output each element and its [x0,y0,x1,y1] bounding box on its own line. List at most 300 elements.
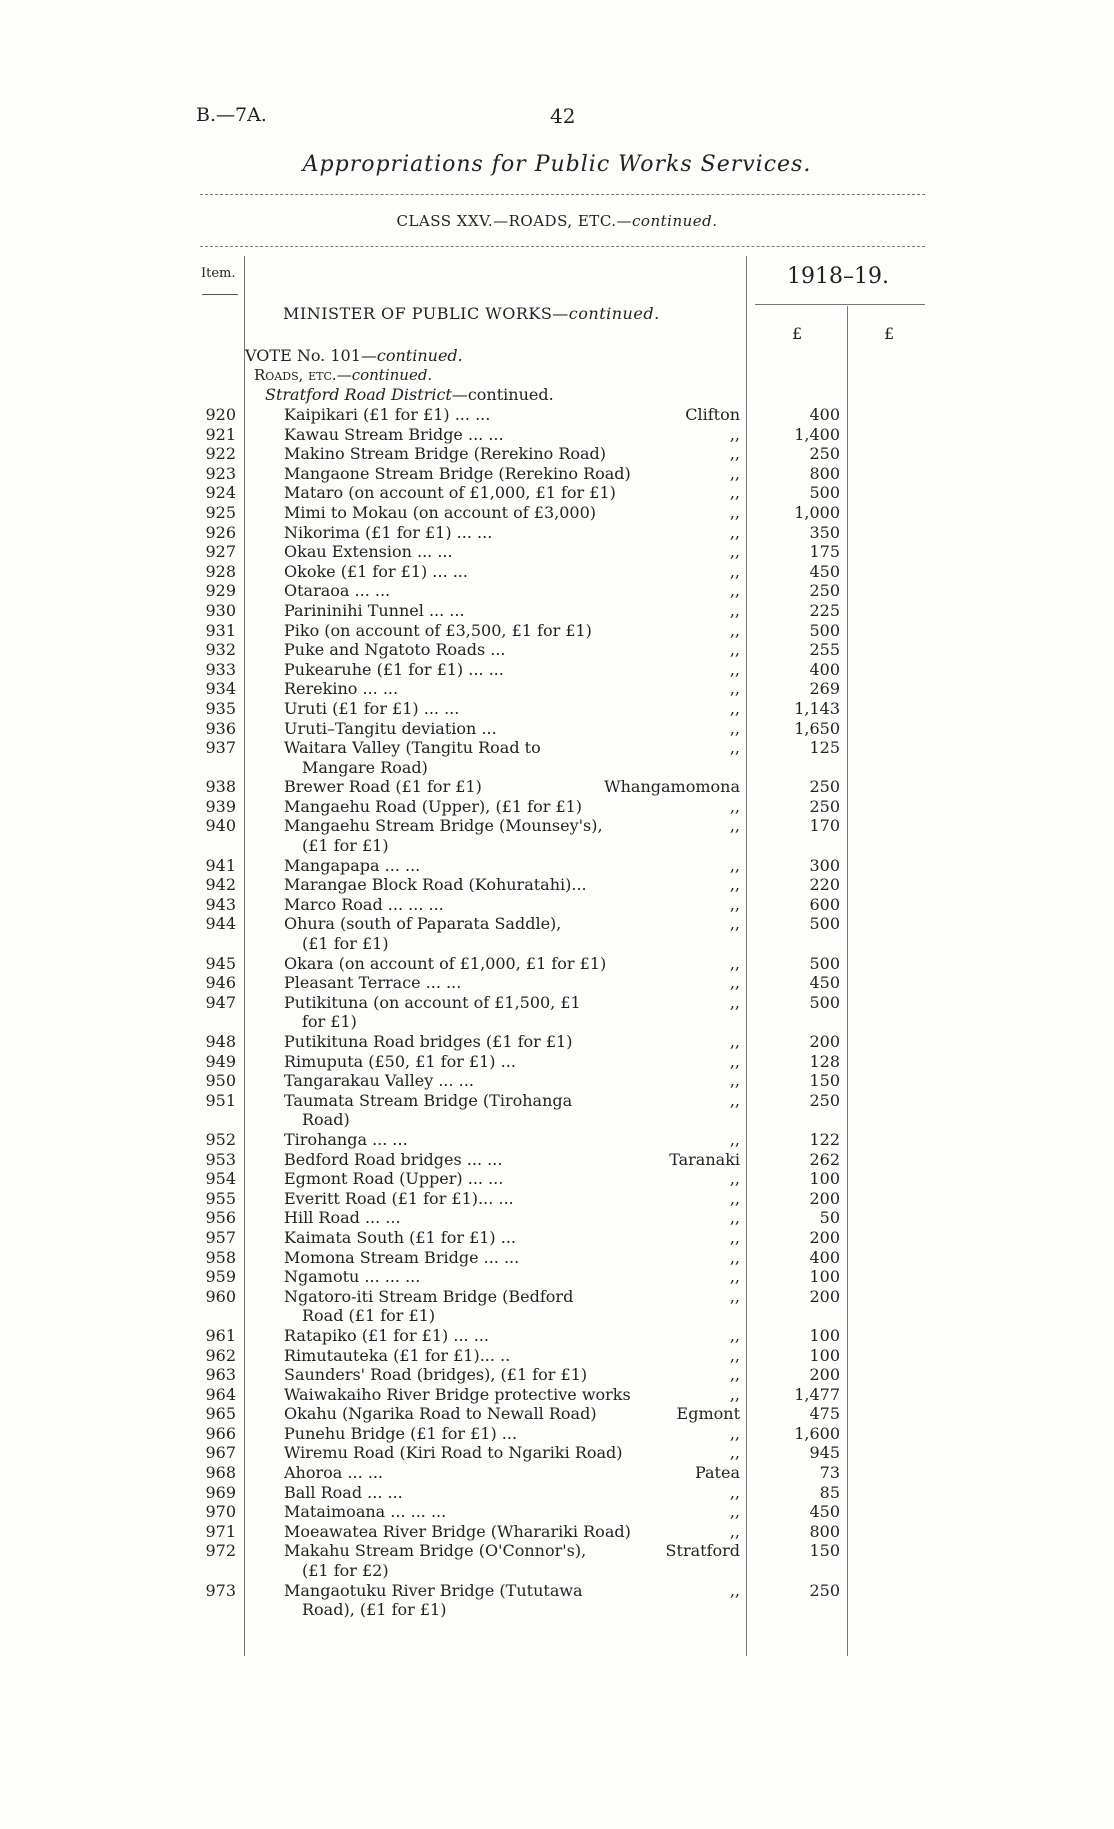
item-header-rule [202,294,238,295]
district-name: ,, [729,483,740,503]
amount: 450 [809,1502,840,1522]
appropriation-table [0,405,1114,1620]
district-name: ,, [729,561,740,581]
table-row [0,1463,1114,1483]
item-number: 959 [205,1267,236,1287]
item-description: Taumata Stream Bridge (Tirohanga [284,1090,573,1110]
item-description: Ratapiko (£1 for £1) ... ... [284,1325,489,1345]
item-number: 931 [205,620,236,640]
amount: 200 [809,1227,840,1247]
item-description: Mimi to Mokau (on account of £3,000) [284,502,597,522]
item-number: 951 [205,1090,236,1110]
amount: 1,400 [794,424,840,444]
district-name: ,, [729,1345,740,1365]
item-number: 946 [205,973,236,993]
item-number: 958 [205,1247,236,1267]
table-row [0,1267,1114,1287]
table-row [0,660,1114,680]
table-row [0,1052,1114,1072]
class-divider [200,246,925,247]
table-row [0,1071,1114,1091]
table-row [0,1091,1114,1130]
item-description-continuation: Road (£1 for £1) [302,1306,436,1326]
item-number: 929 [205,581,236,601]
item-description: Okau Extension ... ... [284,542,453,562]
table-row [0,1032,1114,1052]
item-description: Mangapapa ... ... [284,855,421,875]
item-description: Uruti–Tangitu deviation ... [284,718,497,738]
amount: 400 [809,659,840,679]
item-number: 933 [205,659,236,679]
item-description: Rimutauteka (£1 for £1)... .. [284,1345,511,1365]
item-number: 948 [205,1032,236,1051]
item-description: Mangaehu Stream Bridge (Mounsey's), [284,816,603,836]
district-name: ,, [729,1051,740,1071]
amount: 269 [809,679,840,699]
district-name: ,, [729,992,740,1012]
item-description-continuation: Road), (£1 for £1) [302,1600,447,1620]
item-number: 962 [205,1345,236,1365]
district-name: ,, [729,1521,740,1541]
item-number: 965 [205,1404,236,1424]
page-number: 42 [550,104,576,128]
item-number: 936 [205,718,236,738]
item-number: 923 [205,463,236,483]
item-description-continuation: for £1) [302,1012,357,1032]
item-description: Pukearuhe (£1 for £1) ... ... [284,659,504,679]
amount: 220 [809,875,840,895]
item-description: Mangaotuku River Bridge (Tututawa [284,1580,583,1600]
table-row [0,699,1114,719]
district-name: ,, [729,816,740,836]
item-number: 930 [205,600,236,620]
item-description: Okahu (Ngarika Road to Newall Road) [284,1404,597,1424]
item-description: Ngatoro-iti Stream Bridge (Bedford [284,1286,574,1306]
district-name: ,, [729,542,740,562]
item-number: 942 [205,875,236,895]
amount: 800 [809,463,840,483]
item-number: 972 [205,1541,236,1561]
item-description: Hill Road ... ... [284,1208,401,1228]
table-row [0,640,1114,660]
item-number: 944 [205,914,236,934]
minister-heading-main: MINISTER OF PUBLIC WORKS— [283,304,569,323]
amount: 1,000 [794,502,840,522]
item-number: 924 [205,483,236,503]
table-row [0,816,1114,855]
item-description: Makino Stream Bridge (Rerekino Road) [284,444,607,464]
item-number: 920 [205,405,236,424]
district-name: ,, [729,1384,740,1404]
class-heading-main: CLASS XXV.—ROADS, ETC.— [396,212,633,230]
roads-heading [254,366,432,384]
item-number: 921 [205,424,236,444]
item-description: Uruti (£1 for £1) ... ... [284,698,460,718]
item-description: Brewer Road (£1 for £1) [284,777,482,797]
item-number: 969 [205,1482,236,1502]
table-row [0,562,1114,582]
amount: 150 [809,1541,840,1561]
roads-heading-main: Roads, etc.— [254,366,352,384]
vote-heading [245,346,463,365]
class-heading [0,212,1114,230]
item-description: Makahu Stream Bridge (O'Connor's), [284,1541,587,1561]
table-row [0,777,1114,797]
table-row [0,993,1114,1032]
item-description: Mangaehu Road (Upper), (£1 for £1) [284,796,583,816]
district-name: ,, [729,914,740,934]
table-row [0,973,1114,993]
district-name: ,, [729,718,740,738]
item-description-continuation: (£1 for £2) [302,1561,389,1581]
table-row [0,1346,1114,1366]
item-number: 925 [205,502,236,522]
amount: 500 [809,914,840,934]
table-row [0,1581,1114,1620]
minister-heading [283,304,660,323]
item-description-continuation: Mangare Road) [302,757,428,777]
item-description: Piko (on account of £3,500, £1 for £1) [284,620,592,640]
document-reference: B.—7A. [196,104,267,126]
item-description: Parininihi Tunnel ... ... [284,600,465,620]
table-row [0,1326,1114,1346]
year-column-header: 1918–19. [787,264,889,289]
item-description: Otaraoa ... ... [284,581,391,601]
year-header-rule [755,304,925,305]
item-description: Kaipikari (£1 for £1) ... ... [284,405,491,424]
item-number: 943 [205,894,236,914]
table-row [0,1208,1114,1228]
amount: 200 [809,1032,840,1051]
item-number: 964 [205,1384,236,1404]
item-number: 928 [205,561,236,581]
amount: 100 [809,1345,840,1365]
table-row [0,405,1114,425]
amount: 400 [809,1247,840,1267]
district-name: Egmont [676,1404,740,1424]
amount: 500 [809,620,840,640]
district-name: ,, [729,1267,740,1287]
item-number: 939 [205,796,236,816]
item-description: Tangarakau Valley ... ... [284,1071,474,1091]
item-description: Putikituna (on account of £1,500, £1 [284,992,581,1012]
item-description-continuation: (£1 for £1) [302,934,389,954]
district-name: ,, [729,875,740,895]
roads-heading-cont: continued. [351,366,433,384]
vote-heading-main: VOTE No. 101— [245,346,377,365]
amount: 350 [809,522,840,542]
district-name: ,, [729,1227,740,1247]
amount: 945 [809,1443,840,1463]
item-number: 952 [205,1129,236,1149]
item-number: 937 [205,738,236,758]
amount: 500 [809,953,840,973]
amount: 1,600 [794,1423,840,1443]
item-description: Moeawatea River Bridge (Wharariki Road) [284,1521,631,1541]
item-description: Tirohanga ... ... [284,1129,408,1149]
item-description: Rimuputa (£50, £1 for £1) ... [284,1051,516,1071]
item-description: Puke and Ngatoto Roads ... [284,640,506,660]
table-row [0,719,1114,739]
item-number: 926 [205,522,236,542]
amount: 122 [809,1129,840,1149]
item-number: 950 [205,1071,236,1091]
district-name: ,, [729,620,740,640]
item-description: Marco Road ... ... ... [284,894,444,914]
item-description: Mataimoana ... ... ... [284,1502,447,1522]
table-row [0,425,1114,445]
district-name: ,, [729,1580,740,1600]
district-name: ,, [729,698,740,718]
amount: 225 [809,600,840,620]
district-name: ,, [729,581,740,601]
title-divider [200,194,925,195]
amount: 250 [809,581,840,601]
district-name: ,, [729,502,740,522]
item-number: 922 [205,444,236,464]
item-column-header: Item. [201,266,236,281]
district-name: ,, [729,1286,740,1306]
item-description: Egmont Road (Upper) ... ... [284,1169,504,1189]
table-row [0,1169,1114,1189]
district-name: ,, [729,1482,740,1502]
district-name: ,, [729,600,740,620]
district-heading-cont: —continued. [451,385,554,404]
table-row [0,954,1114,974]
item-number: 947 [205,992,236,1012]
item-description: Ngamotu ... ... ... [284,1267,421,1287]
district-name: ,, [729,444,740,464]
district-name: Clifton [685,405,740,424]
table-row [0,1541,1114,1580]
table-row [0,1483,1114,1503]
item-number: 961 [205,1325,236,1345]
district-name: ,, [729,855,740,875]
table-row [0,1150,1114,1170]
pound-sign-col1: £ [792,324,803,343]
amount: 50 [819,1208,840,1228]
amount: 100 [809,1325,840,1345]
table-row [0,1443,1114,1463]
item-description: Mangaone Stream Bridge (Rerekino Road) [284,463,631,483]
item-description: Kawau Stream Bridge ... ... [284,424,504,444]
item-description: Nikorima (£1 for £1) ... ... [284,522,493,542]
amount: 475 [809,1404,840,1424]
amount: 500 [809,992,840,1012]
district-name: ,, [729,953,740,973]
table-row [0,895,1114,915]
item-number: 954 [205,1169,236,1189]
district-name: ,, [729,1090,740,1110]
amount: 250 [809,1580,840,1600]
table-row [0,1287,1114,1326]
item-number: 941 [205,855,236,875]
item-number: 953 [205,1149,236,1169]
item-description: Ahoroa ... ... [284,1463,383,1483]
district-name: ,, [729,1208,740,1228]
district-name: ,, [729,1247,740,1267]
district-name: ,, [729,973,740,993]
district-name: ,, [729,738,740,758]
district-name: ,, [729,1129,740,1149]
pound-sign-col2: £ [884,324,895,343]
table-row [0,1248,1114,1268]
district-name: ,, [729,796,740,816]
amount: 200 [809,1188,840,1208]
item-number: 963 [205,1365,236,1385]
table-row [0,1385,1114,1405]
district-name: ,, [729,1032,740,1051]
amount: 450 [809,973,840,993]
item-description: Saunders' Road (bridges), (£1 for £1) [284,1365,588,1385]
table-row [0,1522,1114,1542]
amount: 250 [809,444,840,464]
district-name: ,, [729,1365,740,1385]
district-name: Taranaki [669,1149,740,1169]
item-number: 971 [205,1521,236,1541]
table-row [0,581,1114,601]
table-row [0,738,1114,777]
item-description: Ball Road ... ... [284,1482,403,1502]
district-name: ,, [729,1325,740,1345]
item-description: Mataro (on account of £1,000, £1 for £1) [284,483,616,503]
district-name: ,, [729,894,740,914]
amount: 800 [809,1521,840,1541]
amount: 100 [809,1267,840,1287]
item-description: Ohura (south of Paparata Saddle), [284,914,562,934]
table-row [0,621,1114,641]
item-description: Momona Stream Bridge ... ... [284,1247,520,1267]
amount: 250 [809,796,840,816]
amount: 150 [809,1071,840,1091]
amount: 170 [809,816,840,836]
item-number: 960 [205,1286,236,1306]
item-number: 955 [205,1188,236,1208]
district-name: ,, [729,659,740,679]
district-name: ,, [729,1188,740,1208]
table-row [0,679,1114,699]
amount: 85 [819,1482,840,1502]
item-number: 966 [205,1423,236,1443]
district-name: ,, [729,1443,740,1463]
district-name: ,, [729,1071,740,1091]
item-number: 938 [205,777,236,797]
item-description: Wiremu Road (Kiri Road to Ngariki Road) [284,1443,623,1463]
amount: 400 [809,405,840,424]
district-name: ,, [729,463,740,483]
table-row [0,601,1114,621]
item-number: 927 [205,542,236,562]
district-heading-main: Stratford Road District [265,385,452,404]
item-number: 973 [205,1580,236,1600]
amount: 250 [809,1090,840,1110]
amount: 600 [809,894,840,914]
table-row [0,1189,1114,1209]
item-description: Putikituna Road bridges (£1 for £1) [284,1032,573,1051]
district-name: ,, [729,640,740,660]
item-description: Marangae Block Road (Kohuratahi)... [284,875,587,895]
amount: 73 [819,1463,840,1483]
district-name: ,, [729,1169,740,1189]
item-description: Kaimata South (£1 for £1) ... [284,1227,517,1247]
table-row [0,1502,1114,1522]
table-row [0,542,1114,562]
amount: 125 [809,738,840,758]
item-number: 967 [205,1443,236,1463]
amount: 1,143 [794,698,840,718]
district-name: ,, [729,522,740,542]
page-title: Appropriations for Public Works Services. [302,152,812,177]
table-row [0,856,1114,876]
table-row [0,914,1114,953]
table-row [0,1228,1114,1248]
district-name: Patea [694,1463,740,1483]
item-number: 956 [205,1208,236,1228]
district-heading [265,385,554,404]
amount: 100 [809,1169,840,1189]
item-description: Everitt Road (£1 for £1)... ... [284,1188,514,1208]
amount: 128 [809,1051,840,1071]
amount: 1,477 [794,1384,840,1404]
table-row [0,523,1114,543]
table-row [0,1130,1114,1150]
item-description: Okara (on account of £1,000, £1 for £1) [284,953,607,973]
item-description: Punehu Bridge (£1 for £1) ... [284,1423,518,1443]
class-heading-cont: continued. [632,212,718,230]
table-row [0,1404,1114,1424]
item-description: Pleasant Terrace ... ... [284,973,462,993]
amount: 250 [809,777,840,797]
amount: 1,650 [794,718,840,738]
table-row [0,797,1114,817]
amount: 200 [809,1286,840,1306]
table-row [0,503,1114,523]
amount: 262 [809,1149,840,1169]
item-description: Waitara Valley (Tangitu Road to [284,738,541,758]
item-number: 949 [205,1051,236,1071]
item-description: Rerekino ... ... [284,679,399,699]
amount: 500 [809,483,840,503]
vote-heading-cont: continued. [376,346,463,365]
item-description: Okoke (£1 for £1) ... ... [284,561,468,581]
table-row [0,1365,1114,1385]
district-name: Stratford [665,1541,740,1561]
table-row [0,464,1114,484]
item-description-continuation: (£1 for £1) [302,836,389,856]
amount: 175 [809,542,840,562]
table-row [0,444,1114,464]
item-number: 935 [205,698,236,718]
item-number: 945 [205,953,236,973]
item-number: 940 [205,816,236,836]
table-row [0,483,1114,503]
amount: 300 [809,855,840,875]
item-number: 970 [205,1502,236,1522]
amount: 200 [809,1365,840,1385]
district-name: ,, [729,1502,740,1522]
district-name: ,, [729,424,740,444]
item-number: 934 [205,679,236,699]
item-description: Waiwakaiho River Bridge protective works [284,1384,631,1404]
item-number: 957 [205,1227,236,1247]
table-row [0,1424,1114,1444]
district-name: Whangamomona [604,777,740,797]
district-name: ,, [729,679,740,699]
item-number: 968 [205,1463,236,1483]
item-description: Bedford Road bridges ... ... [284,1149,503,1169]
amount: 450 [809,561,840,581]
item-number: 932 [205,640,236,660]
